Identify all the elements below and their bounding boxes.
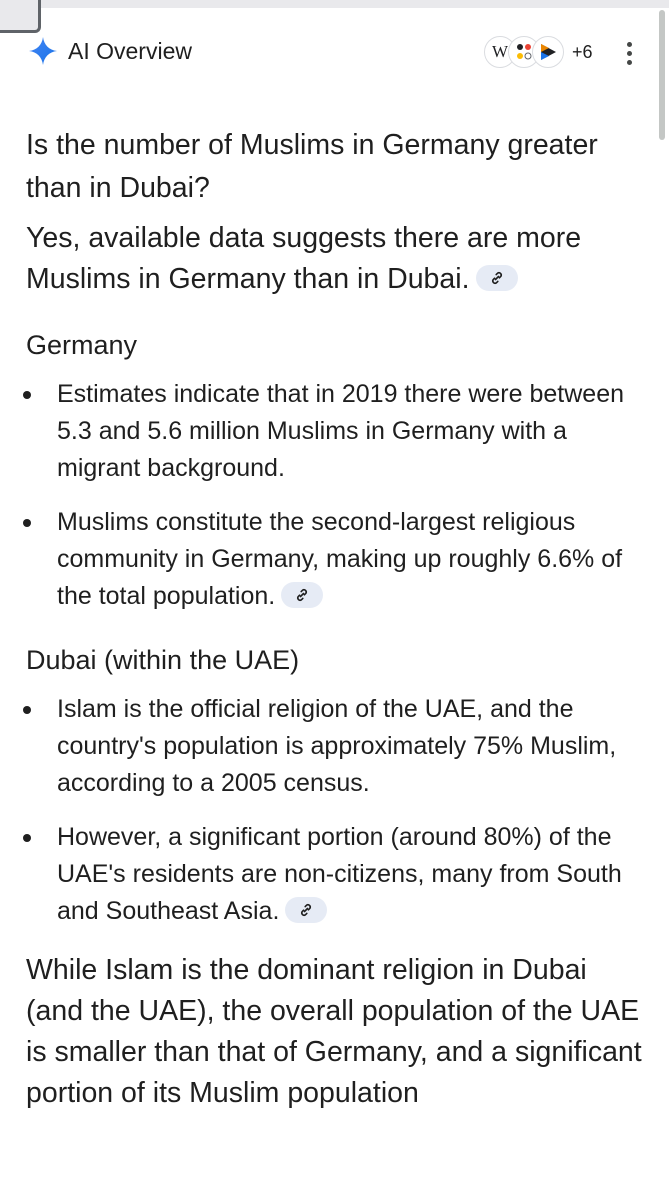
more-options-button[interactable] bbox=[614, 38, 644, 68]
section-heading-germany: Germany bbox=[26, 330, 138, 360]
overview-content bbox=[26, 124, 644, 1114]
more-vert-icon bbox=[627, 42, 632, 47]
section-heading-dubai: Dubai (within the UAE) bbox=[26, 645, 300, 675]
answer-summary bbox=[26, 218, 644, 300]
citation-link-button[interactable] bbox=[285, 897, 327, 923]
sparkle-icon bbox=[28, 36, 58, 66]
list-item: Estimates indicate that in 2019 there were between 5.3 and 5.6 million Muslims in Germany with a migrant background. bbox=[26, 376, 644, 487]
ai-overview-title: AI Overview bbox=[68, 38, 192, 64]
question-heading: Is the number of Muslims in Germany greater than in Dubai? bbox=[26, 129, 598, 204]
list-item: Islam is the official religion of the UAE, and the country's population is approximately 75% Muslim, according to a 2005 census. bbox=[26, 691, 644, 802]
answer-text: Yes, available data suggests there are more Muslims in Germany than in Dubai. bbox=[26, 222, 582, 295]
top-chrome-strip bbox=[0, 0, 669, 8]
dubai-bullet-list bbox=[26, 691, 644, 930]
link-icon bbox=[294, 587, 310, 603]
link-icon bbox=[298, 902, 314, 918]
wikipedia-letter: W bbox=[491, 42, 509, 61]
citation-link-button[interactable] bbox=[281, 582, 323, 608]
extra-sources-count: +6 bbox=[572, 41, 593, 62]
link-icon bbox=[489, 270, 505, 286]
source-play-icon bbox=[532, 36, 564, 68]
list-item: However, a significant portion (around 80%) of the UAE's residents are non-citizens, many from South and Southeast Asia. bbox=[26, 819, 644, 930]
sources-button[interactable] bbox=[484, 34, 593, 70]
list-item: Muslims constitute the second-largest religious community in Germany, making up roughly 6.6% of the total population. bbox=[26, 504, 644, 615]
citation-link-button[interactable] bbox=[476, 265, 518, 291]
closing-paragraph: While Islam is the dominant religion in Dubai (and the UAE), the overall population of the UAE is smaller than that of Germany, and a significant portion of its Muslim population bbox=[26, 954, 642, 1109]
ai-overview-header bbox=[0, 26, 669, 78]
germany-bullet-list bbox=[26, 376, 644, 615]
